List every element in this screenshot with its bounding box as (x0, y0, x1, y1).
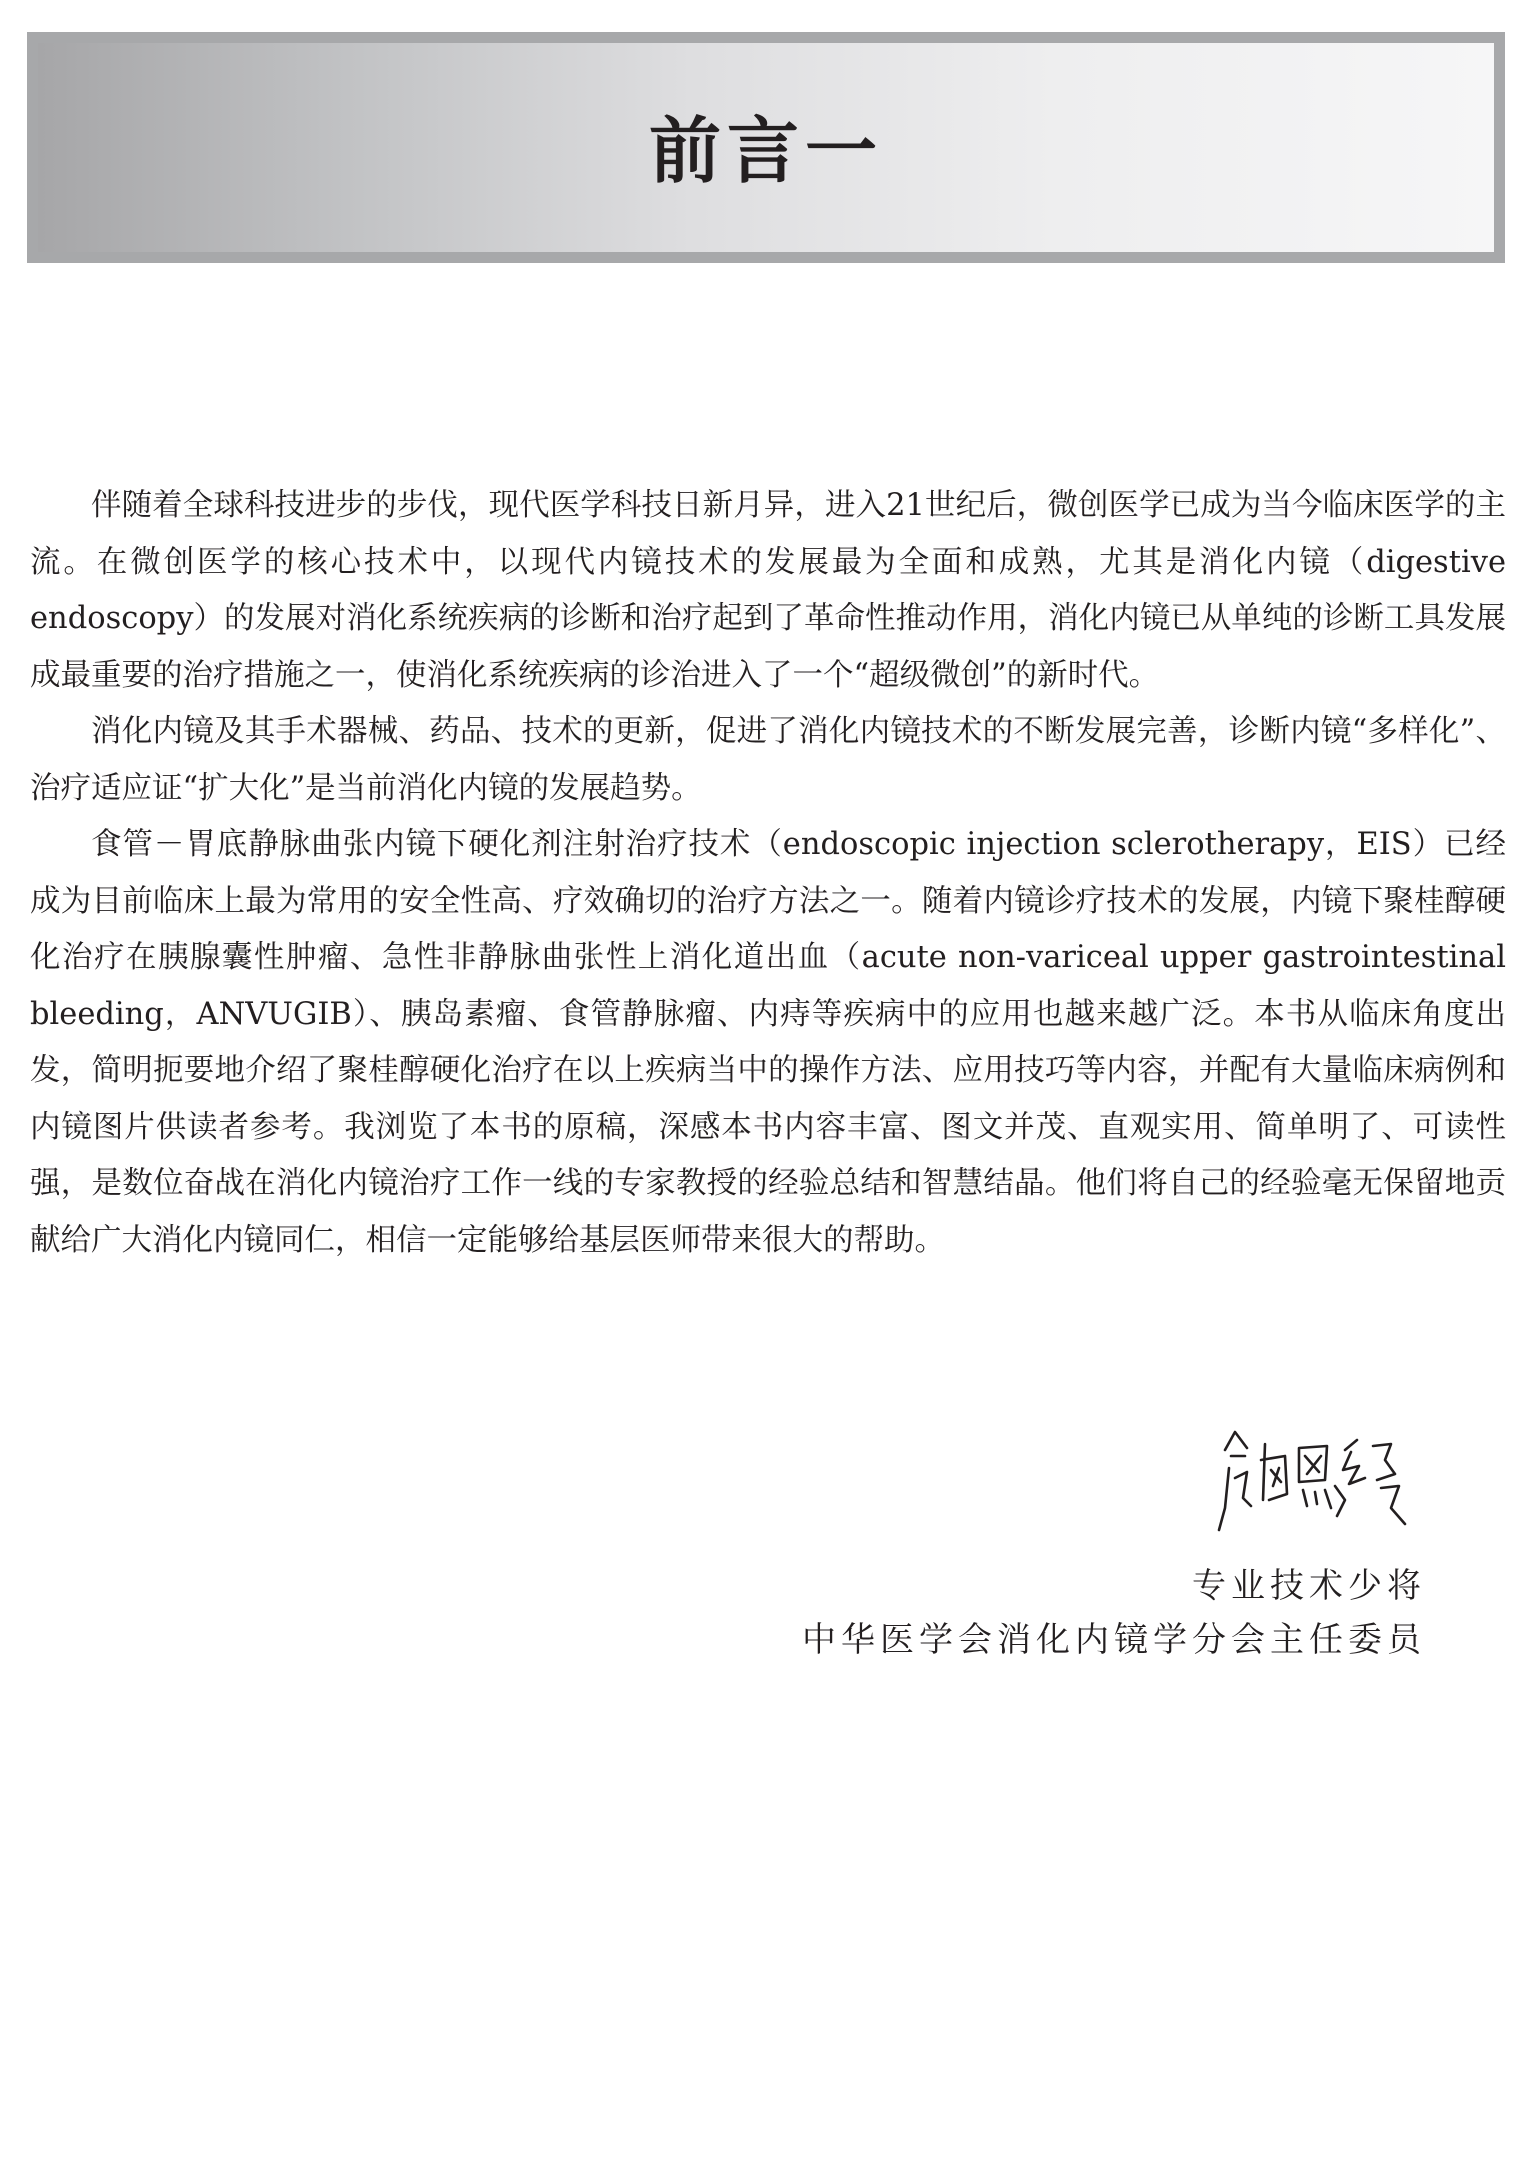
preface-body (30, 478, 1506, 1269)
paragraph-1: 伴随着全球科技进步的步伐，现代医学科技日新月异，进入21世纪后，微创医学已成为当今临床医学的主流。在微创医学的核心技术中，以现代内镜技术的发展最为全面和成熟，尤其是消化内镜（digestive endoscopy）的发展对消化系统疾病的诊断和治疗起到了革命性推动作用，消化内镜已从单纯的诊断工具发展成最重要的治疗措施之一，使消化系统疾病的诊治进入了一个“超级微创”的新时代。 (30, 488, 1506, 693)
chapter-banner (27, 32, 1505, 263)
paragraph-3: 食管－胃底静脉曲张内镜下硬化剂注射治疗技术（endoscopic injection sclerotherapy，EIS）已经成为目前临床上最为常用的安全性高、疗效确切的治疗方法之一。随着内镜诊疗技术的发展，内镜下聚桂醇硬化治疗在胰腺囊性肿瘤、急性非静脉曲张性上消化道出血（acute non-variceal upper gastrointestinal bleeding，ANVUGIB）、胰岛素瘤、食管静脉瘤、内痔等疾病中的应用也越来越广泛。本书从临床角度出发，简明扼要地介绍了聚桂醇硬化治疗在以上疾病当中的操作方法、应用技巧等内容，并配有大量临床病例和内镜图片供读者参考。我浏览了本书的原稿，深感本书内容丰富、图文并茂、直观实用、简单明了、可读性强，是数位奋战在消化内镜治疗工作一线的专家教授的经验总结和智慧结晶。他们将自己的经验毫无保留地贡献给广大消化内镜同仁，相信一定能够给基层医师带来很大的帮助。 (30, 827, 1506, 1258)
handwritten-signature (1195, 1420, 1435, 1540)
page-title: 前言一 (648, 109, 883, 193)
paragraph-2: 消化内镜及其手术器械、药品、技术的更新，促进了消化内镜技术的不断发展完善，诊断内镜“多样化”、治疗适应证“扩大化”是当前消化内镜的发展趋势。 (30, 714, 1506, 806)
author-rank: 专业技术少将 (1192, 1566, 1426, 1606)
author-position: 中华医学会消化内镜学分会主任委员 (802, 1620, 1426, 1660)
